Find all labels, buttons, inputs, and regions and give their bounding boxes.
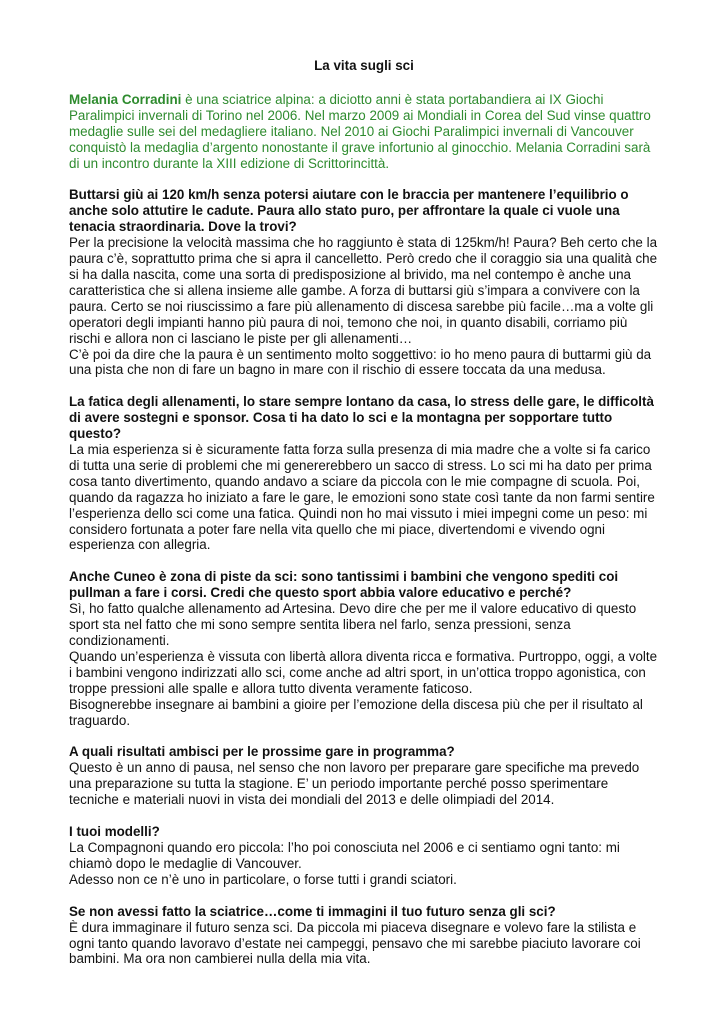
intro-name: Melania Corradini <box>69 91 182 107</box>
qa-section-1 <box>69 187 659 378</box>
answer-1-paragraph-1: Per la precisione la velocità massima che ho raggiunto è stata di 125km/h! Paura? Beh certo che la paura c’è, soprattutto prima che si apra il cancelletto. Però credo che il coraggio sia una qualità che si ha dalla nascita, come una sorta di predisposizione al brivido, ma nel contempo è anche una caratteristica che si allena insieme alle gambe. A forza di buttarsi giù s’impara a convivere con la paura. Certo se noi riuscissimo a fare più allenamento di discesa sarebbe più facile…ma a volte gli operatori degli impianti hanno più paura di noi, temono che noi, in quanto disabili, corriamo più rischi e allora non ci lasciano le piste per gli allenamenti… <box>69 235 658 346</box>
question-6: Se non avessi fatto la sciatrice…come ti immagini il tuo futuro senza gli sci? <box>69 903 556 919</box>
question-1: Buttarsi giù ai 120 km/h senza potersi aiutare con le braccia per mantenere l’equilibrio o anche solo attutire le cadute. Paura allo stato puro, per affrontare la quale ci vuole una tenacia straordinaria. Dove la trovi? <box>69 187 629 235</box>
question-2: La fatica degli allenamenti, lo stare sempre lontano da casa, lo stress delle gare, le difficoltà di avere sostegni e sponsor. Cosa ti ha dato lo sci e la montagna per sopportare tutto questo? <box>69 394 654 442</box>
answer-5-paragraph-1: La Compagnoni quando ero piccola: l’ho poi conosciuta nel 2006 e ci sentiamo ogni tanto: mi chiamò dopo le medaglie di Vancouver. <box>69 839 620 871</box>
question-3: Anche Cuneo è zona di piste da sci: sono tantissimi i bambini che vengono spediti coi pullman a fare i corsi. Credi che questo sport abbia valore educativo e perché? <box>69 569 619 601</box>
answer-5-paragraph-2: Adesso non ce n’è uno in particolare, o forse tutti i grandi sciatori. <box>69 871 457 887</box>
qa-section-4 <box>69 744 659 808</box>
question-4: A quali risultati ambisci per le prossime gare in programma? <box>69 744 455 760</box>
answer-4-paragraph-1: Questo è un anno di pausa, nel senso che non lavoro per preparare gare specifiche ma prevedo una preparazione su tutta la stagione. E’ un periodo importante perché posso sperimentare tecniche e materiali nuovi in vista dei mondiali del 2013 e delle olimpiadi del 2014. <box>69 760 640 808</box>
answer-3-paragraph-2: Quando un’esperienza è vissuta con libertà allora diventa ricca e formativa. Purtroppo, oggi, a volte i bambini vengono indirizzati allo sci, come anche ad altri sport, in un’ottica troppo agonistica, con troppe pressioni alle spalle e allora tutto diventa veramente faticoso. <box>69 648 658 696</box>
qa-section-6 <box>69 904 659 968</box>
question-5: I tuoi modelli? <box>69 824 160 840</box>
answer-1-paragraph-2: C’è poi da dire che la paura è un sentimento molto soggettivo: io ho meno paura di buttarmi giù da una pista che non di fare un bagno in mare con il rischio di essere toccata da una medusa. <box>69 346 652 378</box>
intro-paragraph <box>69 92 659 172</box>
answer-6-paragraph-1: È dura immaginare il futuro senza sci. Da piccola mi piaceva disegnare e volevo fare la stilista e ogni tanto quando lavoravo d’estate nei campeggi, pensavo che mi sarebbe piaciuto lavorare coi bambini. Ma ora non cambierei nulla della mia vita. <box>69 919 641 967</box>
answer-3-paragraph-3: Bisognerebbe insegnare ai bambini a gioire per l’emozione della discesa più che per il risultato al traguardo. <box>69 696 643 728</box>
page-title: La vita sugli sci <box>314 58 414 73</box>
qa-section-3 <box>69 569 659 728</box>
answer-2-paragraph-1: La mia esperienza si è sicuramente fatta forza sulla presenza di mia madre che a volte si fa carico di tutta una serie di problemi che mi genererebbero un sacco di stress. Lo sci mi ha dato per prima cosa tanto divertimento, quando andavo a sciare da piccola con le mie compagne di scuola. Poi, quando da ragazza ho iniziato a fare le gare, le emozioni sono state così tante da non farmi sentire l’esperienza dello sci come una fatica. Quindi non ho mai vissuto i miei impegni come un peso: mi considero fortunata a poter fare nella vita quello che mi piace, divertendomi e vivendo ogni esperienza con allegria. <box>69 442 655 553</box>
answer-3-paragraph-1: Sì, ho fatto qualche allenamento ad Artesina. Devo dire che per me il valore educativo di questo sport sta nel fatto che mi sono sempre sentita libera nel farlo, senza pressioni, senza condizionamenti. <box>69 601 637 648</box>
qa-section-5 <box>69 824 659 888</box>
document-page <box>69 58 659 983</box>
intro-text: è una sciatrice alpina: a diciotto anni è stata portabandiera ai IX Giochi Paralimpici invernali di Torino nel 2006. Nel marzo 2009 ai Mondiali in Corea del Sud vinse quattro medaglie sulle sei del medagliere italiano. Nel 2010 ai Giochi Paralimpici invernali di Vancouver conquistò la medaglia d’argento nonostante il grave infortunio al ginocchio. Melania Corradini sarà di un incontro durante la XIII edizione di Scrittorincittà. <box>69 91 651 171</box>
qa-section-2 <box>69 394 659 553</box>
